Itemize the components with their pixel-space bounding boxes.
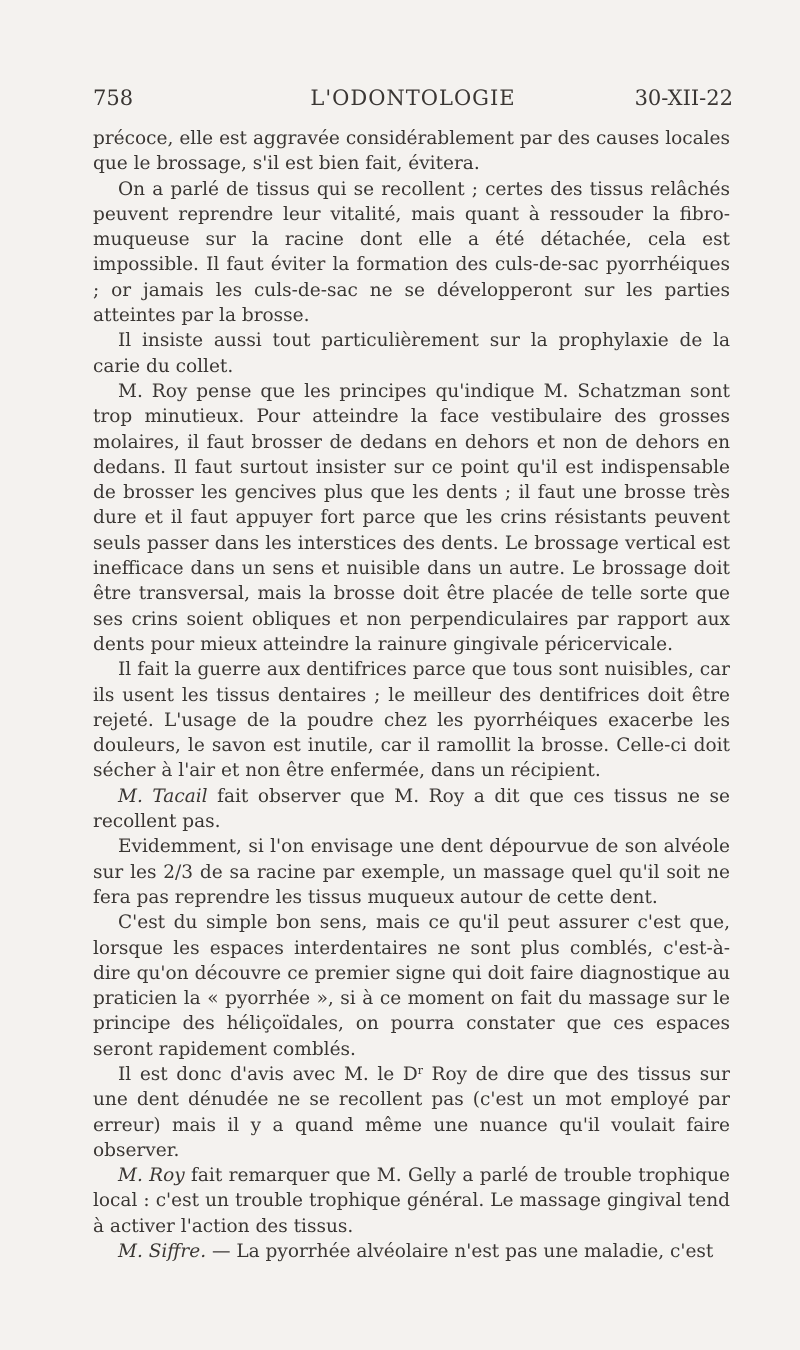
speaker-name: M. Tacail [118, 785, 208, 807]
speaker-name: M. Roy [118, 1165, 185, 1187]
paragraph: M. Roy fait remarquer que M. Gelly a parlé de trouble trophique local : c'est un trouble trophique général. Le massage gingival tend à activer l'action des tissus. [93, 1165, 730, 1237]
body-text [93, 126, 730, 1264]
speaker-name: M. Siffre. [118, 1241, 207, 1263]
superscript: r [417, 1063, 423, 1077]
paragraph: Il insiste aussi tout particulièrement sur la prophylaxie de la carie du collet. [93, 330, 730, 377]
paragraph: M. Roy pense que les principes qu'indique M. Schatzman sont trop minutieux. Pour atteindre la face vestibulaire des grosses molaires, il faut brosser de dedans en dehors et non de dehors en dedans. Il faut surtout insister sur ce point qu'il est indispensable de brosser les gencives plus que les dents ; il faut une brosse très dure et il faut appuyer fort parce que les crins résistants peuvent seuls passer dans les interstices des dents. Le brossage vertical est inefficace dans un sens et nuisible dans un autre. Le brossage doit être transversal, mais la brosse doit être placée de telle sorte que ses crins soient obliques et non perpendiculaires par rapport aux dents pour mieux atteindre la rainure gingivale péricervicale. [93, 380, 730, 655]
paragraph: Il est donc d'avis avec M. le $D^r$ Roy de dire que des tissus sur une dent dénudée ne se recollent pas (c'est un mot employé par erreur) mais il y a quand même une nuance qu'il voulait faire observer. [93, 1063, 730, 1161]
page-header [93, 86, 733, 116]
issue-date: 30-XII-22 [634, 86, 733, 110]
paragraph: On a parlé de tissus qui se recollent ; certes des tissus relâchés peuvent reprendre leur vitalité, mais quant à ressouder la fibro-muqueuse sur la racine dont elle a été détachée, cela est impossible. Il faut éviter la formation des culs-de-sac pyorrhéiques ; or jamais les culs-de-sac ne se développeront sur les parties atteintes par la brosse. [93, 178, 730, 327]
paragraph: précoce, elle est aggravée considérablement par des causes locales que le brossage, s'il est bien fait, évitera. [93, 128, 730, 175]
page-number: 758 [93, 86, 134, 110]
paragraph: M. Siffre. — La pyorrhée alvéolaire n'est pas une maladie, c'est [118, 1241, 714, 1263]
paragraph: Il fait la guerre aux dentifrices parce que tous sont nuisibles, car ils usent les tissus dentaires ; le meilleur des dentifrices doit être rejeté. L'usage de la poudre chez les pyorrhéiques exacerbe les douleurs, le savon est inutile, car il ramollit la brosse. Celle-ci doit sécher à l'air et non être enfermée, dans un récipient. [93, 659, 730, 782]
running-title: L'ODONTOLOGIE [310, 86, 516, 110]
paragraph: M. Tacail fait observer que M. Roy a dit que ces tissus ne se recollent pas. [93, 785, 730, 833]
paragraph: C'est du simple bon sens, mais ce qu'il peut assurer c'est que, lorsque les espaces interdentaires ne sont plus comblés, c'est-à-dire qu'on découvre ce premier signe qui doit faire diagnostique au praticien la « pyorrhée », si à ce moment on fait du massage sur le principe des héliçoïdales, on pourra constater que ces espaces seront rapidement comblés. [93, 912, 730, 1060]
paragraph: Evidemment, si l'on envisage une dent dépourvue de son alvéole sur les 2/3 de sa racine par exemple, un massage quel qu'il soit ne fera pas reprendre les tissus muqueux autour de cette dent. [93, 836, 730, 908]
